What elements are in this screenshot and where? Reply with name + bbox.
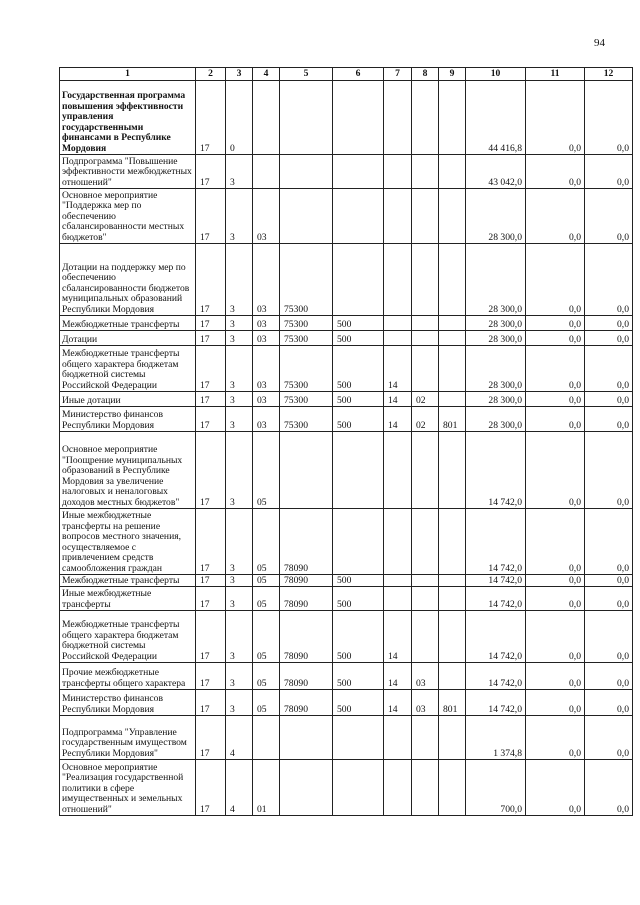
cell-col2: 17 — [196, 716, 226, 760]
row-name: Дотации на поддержку мер по обеспечению сбалансированности бюджетов муниципальных образований Республики Мордовия — [60, 244, 196, 316]
cell-col6 — [333, 716, 384, 760]
cell-col8 — [412, 587, 439, 611]
cell-col4: 03 — [253, 316, 280, 331]
table-row — [60, 663, 633, 690]
cell-col11: 0,0 — [526, 509, 585, 575]
cell-amount: 28 300,0 — [466, 331, 526, 346]
table-row — [60, 189, 633, 244]
cell-col12: 0,0 — [585, 407, 633, 432]
cell-amount: 14 742,0 — [466, 663, 526, 690]
table-row — [60, 244, 633, 316]
cell-col4: 03 — [253, 346, 280, 392]
cell-col12: 0,0 — [585, 392, 633, 407]
cell-amount: 28 300,0 — [466, 244, 526, 316]
table-row — [60, 509, 633, 575]
cell-col9: 801 — [439, 690, 466, 716]
cell-col8: 03 — [412, 690, 439, 716]
cell-amount: 28 300,0 — [466, 392, 526, 407]
cell-col9 — [439, 575, 466, 587]
cell-col6: 500 — [333, 392, 384, 407]
cell-col7: 14 — [384, 392, 412, 407]
row-name: Подпрограмма "Управление государственным имуществом Республики Мордовия" — [60, 716, 196, 760]
cell-col11: 0,0 — [526, 432, 585, 509]
cell-col11: 0,0 — [526, 392, 585, 407]
table-row — [60, 760, 633, 816]
cell-col3: 3 — [226, 316, 253, 331]
cell-col7 — [384, 432, 412, 509]
cell-col11: 0,0 — [526, 346, 585, 392]
cell-col4: 03 — [253, 244, 280, 316]
cell-col4: 05 — [253, 575, 280, 587]
cell-col4 — [253, 81, 280, 155]
row-name: Основное мероприятие "Поддержка мер по обеспечению сбалансированности местных бюджетов" — [60, 189, 196, 244]
cell-amount: 28 300,0 — [466, 189, 526, 244]
cell-col6: 500 — [333, 316, 384, 331]
cell-col9 — [439, 663, 466, 690]
cell-amount: 28 300,0 — [466, 407, 526, 432]
cell-col5: 75300 — [280, 346, 333, 392]
cell-col5 — [280, 189, 333, 244]
cell-col3: 3 — [226, 392, 253, 407]
table-row — [60, 432, 633, 509]
cell-col3: 3 — [226, 407, 253, 432]
row-name: Основное мероприятие "Реализация государственной политики в сфере имущественных и земельных отношений" — [60, 760, 196, 816]
cell-col9 — [439, 392, 466, 407]
column-header: 4 — [253, 68, 280, 81]
cell-col2: 17 — [196, 316, 226, 331]
cell-col6: 500 — [333, 575, 384, 587]
budget-table — [59, 67, 633, 816]
cell-col5: 75300 — [280, 316, 333, 331]
cell-amount: 700,0 — [466, 760, 526, 816]
cell-col3: 3 — [226, 346, 253, 392]
cell-col2: 17 — [196, 331, 226, 346]
cell-col2: 17 — [196, 189, 226, 244]
cell-col9 — [439, 587, 466, 611]
cell-col5: 75300 — [280, 392, 333, 407]
cell-col7: 14 — [384, 690, 412, 716]
cell-col2: 17 — [196, 663, 226, 690]
cell-col8: 02 — [412, 407, 439, 432]
cell-col12: 0,0 — [585, 81, 633, 155]
row-name: Подпрограмма "Повышение эффективности межбюджетных отношений" — [60, 155, 196, 189]
cell-amount: 14 742,0 — [466, 690, 526, 716]
cell-col11: 0,0 — [526, 189, 585, 244]
cell-col6 — [333, 509, 384, 575]
row-name: Иные межбюджетные трансферты на решение вопросов местного значения, осуществляемое с привлечением средств самообложения граждан — [60, 509, 196, 575]
table-row — [60, 346, 633, 392]
row-name: Межбюджетные трансферты общего характера бюджетам бюджетной системы Российской Федерации — [60, 346, 196, 392]
cell-col12: 0,0 — [585, 189, 633, 244]
table-row — [60, 316, 633, 331]
cell-col2: 17 — [196, 611, 226, 663]
cell-col12: 0,0 — [585, 760, 633, 816]
cell-col4: 03 — [253, 407, 280, 432]
cell-col2: 17 — [196, 407, 226, 432]
cell-col3: 3 — [226, 509, 253, 575]
cell-col8 — [412, 432, 439, 509]
cell-amount: 28 300,0 — [466, 316, 526, 331]
cell-col3: 3 — [226, 575, 253, 587]
cell-col2: 17 — [196, 690, 226, 716]
cell-col8 — [412, 575, 439, 587]
cell-col11: 0,0 — [526, 611, 585, 663]
cell-col7 — [384, 509, 412, 575]
cell-col4: 05 — [253, 509, 280, 575]
cell-col3: 3 — [226, 244, 253, 316]
cell-col6: 500 — [333, 663, 384, 690]
cell-col9 — [439, 331, 466, 346]
cell-col7: 14 — [384, 663, 412, 690]
cell-col3: 4 — [226, 760, 253, 816]
cell-amount: 44 416,8 — [466, 81, 526, 155]
cell-col9: 801 — [439, 407, 466, 432]
cell-col11: 0,0 — [526, 663, 585, 690]
row-name: Прочие межбюджетные трансферты общего характера — [60, 663, 196, 690]
column-header: 10 — [466, 68, 526, 81]
cell-col12: 0,0 — [585, 346, 633, 392]
row-name: Основное мероприятие "Поощрение муниципальных образований в Республике Мордовия за увеличение налоговых и неналоговых доходов местных бюджетов" — [60, 432, 196, 509]
cell-amount: 14 742,0 — [466, 575, 526, 587]
cell-col12: 0,0 — [585, 331, 633, 346]
cell-col6: 500 — [333, 587, 384, 611]
cell-col11: 0,0 — [526, 587, 585, 611]
cell-col3: 3 — [226, 587, 253, 611]
cell-col9 — [439, 244, 466, 316]
table-row — [60, 81, 633, 155]
cell-col12: 0,0 — [585, 316, 633, 331]
cell-col2: 17 — [196, 575, 226, 587]
column-header: 8 — [412, 68, 439, 81]
cell-col7 — [384, 587, 412, 611]
cell-col11: 0,0 — [526, 316, 585, 331]
cell-amount: 1 374,8 — [466, 716, 526, 760]
cell-amount: 14 742,0 — [466, 611, 526, 663]
cell-col5 — [280, 81, 333, 155]
cell-col8 — [412, 331, 439, 346]
cell-col7: 14 — [384, 407, 412, 432]
cell-col9 — [439, 81, 466, 155]
table-row — [60, 611, 633, 663]
cell-col9 — [439, 346, 466, 392]
cell-col5 — [280, 155, 333, 189]
table-row — [60, 392, 633, 407]
row-name: Дотации — [60, 331, 196, 346]
cell-col3: 3 — [226, 690, 253, 716]
cell-col6 — [333, 155, 384, 189]
cell-col11: 0,0 — [526, 760, 585, 816]
row-name: Министерство финансов Республики Мордовия — [60, 407, 196, 432]
cell-col4: 01 — [253, 760, 280, 816]
cell-col7 — [384, 575, 412, 587]
cell-col5 — [280, 716, 333, 760]
cell-col4: 05 — [253, 587, 280, 611]
cell-col4: 05 — [253, 663, 280, 690]
cell-col5 — [280, 432, 333, 509]
cell-col8 — [412, 316, 439, 331]
cell-amount: 14 742,0 — [466, 587, 526, 611]
cell-col7 — [384, 81, 412, 155]
cell-col11: 0,0 — [526, 690, 585, 716]
table-row — [60, 155, 633, 189]
cell-col6: 500 — [333, 331, 384, 346]
cell-col2: 17 — [196, 155, 226, 189]
table-row — [60, 716, 633, 760]
cell-col9 — [439, 509, 466, 575]
column-header: 2 — [196, 68, 226, 81]
cell-col2: 17 — [196, 587, 226, 611]
row-name: Иные межбюджетные трансферты — [60, 587, 196, 611]
row-name: Государственная программа повышения эффективности управления государственными финансами в Республике Мордовия — [60, 81, 196, 155]
row-name: Межбюджетные трансферты — [60, 316, 196, 331]
cell-col3: 3 — [226, 611, 253, 663]
cell-col5: 75300 — [280, 407, 333, 432]
row-name: Министерство финансов Республики Мордовия — [60, 690, 196, 716]
cell-col5: 78090 — [280, 587, 333, 611]
cell-col5: 78090 — [280, 509, 333, 575]
cell-col7 — [384, 244, 412, 316]
cell-col9 — [439, 611, 466, 663]
cell-col8 — [412, 81, 439, 155]
column-header: 12 — [585, 68, 633, 81]
cell-col2: 17 — [196, 509, 226, 575]
header-row — [60, 68, 633, 81]
cell-col12: 0,0 — [585, 663, 633, 690]
cell-col8 — [412, 346, 439, 392]
cell-col2: 17 — [196, 432, 226, 509]
cell-col11: 0,0 — [526, 244, 585, 316]
table-row — [60, 407, 633, 432]
column-header: 11 — [526, 68, 585, 81]
cell-col3: 3 — [226, 155, 253, 189]
cell-col8 — [412, 611, 439, 663]
cell-col11: 0,0 — [526, 155, 585, 189]
table-row — [60, 331, 633, 346]
column-header: 5 — [280, 68, 333, 81]
cell-amount: 14 742,0 — [466, 509, 526, 575]
cell-col2: 17 — [196, 392, 226, 407]
cell-col3: 4 — [226, 716, 253, 760]
cell-col12: 0,0 — [585, 587, 633, 611]
cell-col9 — [439, 155, 466, 189]
cell-col2: 17 — [196, 346, 226, 392]
column-header: 7 — [384, 68, 412, 81]
cell-col7 — [384, 760, 412, 816]
cell-col6 — [333, 432, 384, 509]
cell-col9 — [439, 432, 466, 509]
cell-col2: 17 — [196, 244, 226, 316]
cell-col7 — [384, 716, 412, 760]
cell-col12: 0,0 — [585, 509, 633, 575]
row-name: Межбюджетные трансферты — [60, 575, 196, 587]
cell-col6: 500 — [333, 690, 384, 716]
cell-col11: 0,0 — [526, 81, 585, 155]
cell-col12: 0,0 — [585, 155, 633, 189]
row-name: Межбюджетные трансферты общего характера бюджетам бюджетной системы Российской Федерации — [60, 611, 196, 663]
cell-col7: 14 — [384, 346, 412, 392]
cell-col7: 14 — [384, 611, 412, 663]
cell-col6 — [333, 244, 384, 316]
cell-col8: 03 — [412, 663, 439, 690]
cell-col6: 500 — [333, 407, 384, 432]
cell-amount: 14 742,0 — [466, 432, 526, 509]
table-row — [60, 690, 633, 716]
cell-col7 — [384, 316, 412, 331]
cell-col4: 05 — [253, 690, 280, 716]
cell-col9 — [439, 316, 466, 331]
cell-col8 — [412, 244, 439, 316]
cell-col11: 0,0 — [526, 331, 585, 346]
column-header: 3 — [226, 68, 253, 81]
cell-col9 — [439, 716, 466, 760]
cell-col7 — [384, 331, 412, 346]
cell-col8 — [412, 760, 439, 816]
cell-col4: 03 — [253, 331, 280, 346]
column-header: 9 — [439, 68, 466, 81]
cell-col8 — [412, 155, 439, 189]
cell-col6: 500 — [333, 611, 384, 663]
cell-col5 — [280, 760, 333, 816]
cell-col3: 3 — [226, 663, 253, 690]
cell-col7 — [384, 155, 412, 189]
cell-col4: 03 — [253, 189, 280, 244]
table-row — [60, 575, 633, 587]
cell-col3: 3 — [226, 432, 253, 509]
cell-col3: 0 — [226, 81, 253, 155]
cell-col6 — [333, 760, 384, 816]
column-header: 1 — [60, 68, 196, 81]
cell-col5: 75300 — [280, 244, 333, 316]
cell-amount: 28 300,0 — [466, 346, 526, 392]
cell-col11: 0,0 — [526, 407, 585, 432]
cell-col8: 02 — [412, 392, 439, 407]
cell-col4: 05 — [253, 432, 280, 509]
cell-col12: 0,0 — [585, 244, 633, 316]
cell-col12: 0,0 — [585, 432, 633, 509]
cell-col12: 0,0 — [585, 716, 633, 760]
cell-col3: 3 — [226, 331, 253, 346]
cell-col6: 500 — [333, 346, 384, 392]
cell-col5: 78090 — [280, 611, 333, 663]
cell-col3: 3 — [226, 189, 253, 244]
cell-col4 — [253, 155, 280, 189]
cell-col11: 0,0 — [526, 575, 585, 587]
cell-amount: 43 042,0 — [466, 155, 526, 189]
cell-col9 — [439, 760, 466, 816]
column-header: 6 — [333, 68, 384, 81]
cell-col11: 0,0 — [526, 716, 585, 760]
page-number: 94 — [594, 37, 605, 49]
cell-col5: 78090 — [280, 575, 333, 587]
cell-col5: 78090 — [280, 663, 333, 690]
row-name: Иные дотации — [60, 392, 196, 407]
cell-col2: 17 — [196, 760, 226, 816]
cell-col6 — [333, 189, 384, 244]
cell-col7 — [384, 189, 412, 244]
cell-col4: 05 — [253, 611, 280, 663]
cell-col5: 78090 — [280, 690, 333, 716]
cell-col2: 17 — [196, 81, 226, 155]
cell-col8 — [412, 509, 439, 575]
table-row — [60, 587, 633, 611]
cell-col5: 75300 — [280, 331, 333, 346]
cell-col12: 0,0 — [585, 575, 633, 587]
cell-col4: 03 — [253, 392, 280, 407]
cell-col8 — [412, 716, 439, 760]
cell-col12: 0,0 — [585, 690, 633, 716]
cell-col9 — [439, 189, 466, 244]
cell-col6 — [333, 81, 384, 155]
cell-col12: 0,0 — [585, 611, 633, 663]
cell-col4 — [253, 716, 280, 760]
cell-col8 — [412, 189, 439, 244]
